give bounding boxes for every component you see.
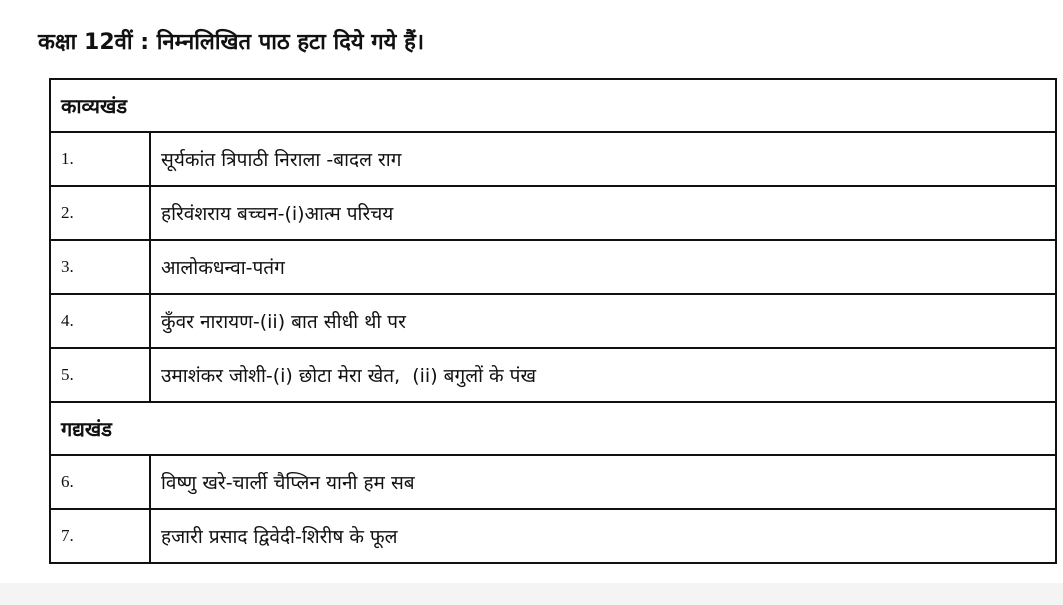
table-row [50,132,1056,186]
page-title: कक्षा 12वीं : निम्नलिखित पाठ हटा दिये गये हैं। [38,30,425,55]
lesson-text: आलोकधन्वा-पतंग [150,240,1056,294]
row-number: 5. [50,348,150,402]
table-row [50,509,1056,563]
row-number: 1. [50,132,150,186]
table-row [50,455,1056,509]
table-row [50,348,1056,402]
lesson-text: कुँवर नारायण-(ii) बात सीधी थी पर [150,294,1056,348]
table-row [50,240,1056,294]
lesson-text: विष्णु खरे-चार्ली चैप्लिन यानी हम सब [150,455,1056,509]
deleted-lessons-table [49,78,1057,564]
section-title: काव्यखंड [50,79,1056,132]
section-header-kavyakhand [50,79,1056,132]
section-header-gadyakhand [50,402,1056,455]
row-number: 6. [50,455,150,509]
lesson-text: हजारी प्रसाद द्विवेदी-शिरीष के फूल [150,509,1056,563]
row-number: 3. [50,240,150,294]
row-number: 4. [50,294,150,348]
row-number: 7. [50,509,150,563]
table-row [50,186,1056,240]
table-row [50,294,1056,348]
row-number: 2. [50,186,150,240]
lesson-text: उमाशंकर जोशी-(i) छोटा मेरा खेत, (ii) बगुलों के पंख [150,348,1056,402]
section-title: गद्यखंड [50,402,1056,455]
lesson-text: सूर्यकांत त्रिपाठी निराला -बादल राग [150,132,1056,186]
lesson-text: हरिवंशराय बच्चन-(i)आत्म परिचय [150,186,1056,240]
